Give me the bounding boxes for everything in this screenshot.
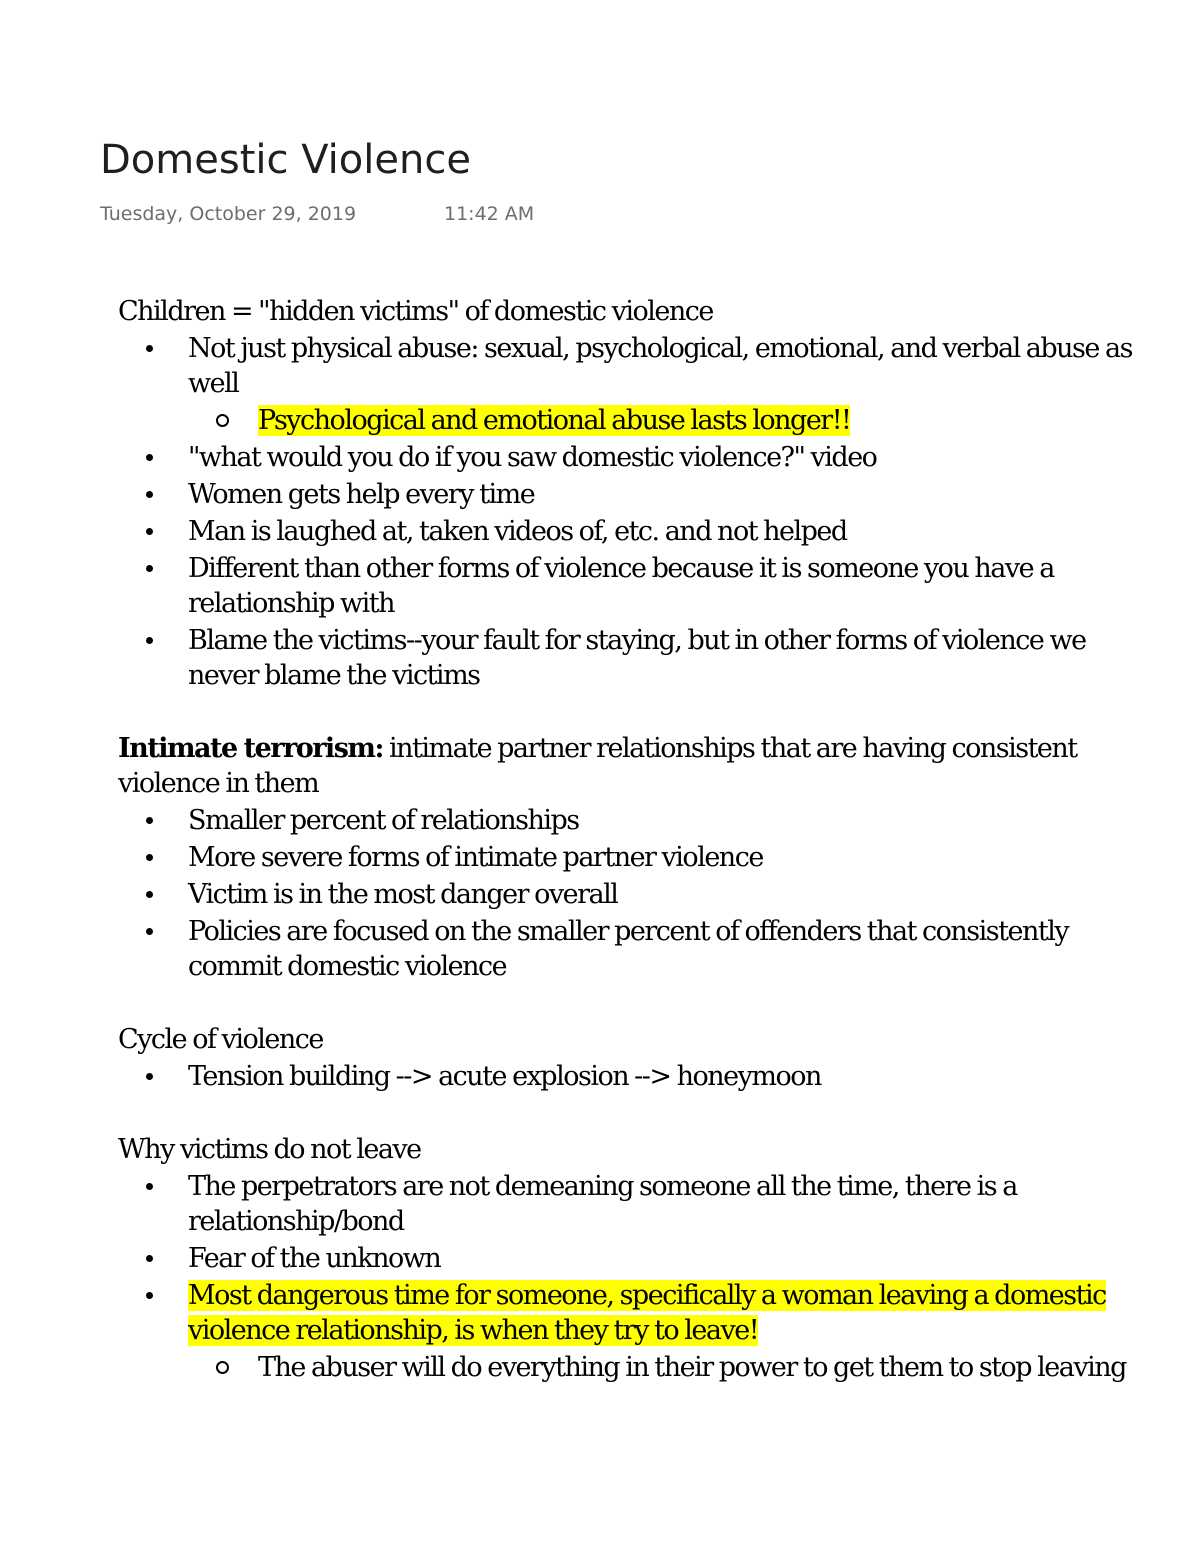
sub-list-item: [118, 403, 1158, 438]
page-title: Domestic Violence: [100, 137, 471, 183]
section-heading-children: Children = "hidden victims" of domestic violence: [118, 296, 713, 327]
highlighted-text: Most dangerous time for someone, specifically a woman leaving a domestic violence relationship, is when they try to leave!: [188, 1280, 1106, 1346]
list-item: Blame the victims--your fault for staying, but in other forms of violence we never blame the victims: [118, 623, 1158, 693]
page-time: 11:42 AM: [444, 203, 535, 225]
cycle-list: [118, 1059, 1158, 1094]
highlighted-text: Psychological and emotional abuse lasts longer!!: [258, 405, 851, 436]
intimate-terrorism-list: [118, 803, 1158, 984]
list-item: Different than other forms of violence because it is someone you have a relationship with: [118, 551, 1158, 621]
section-heading-why: Why victims do not leave: [118, 1134, 421, 1165]
list-item: Women gets help every time: [118, 477, 1158, 512]
list-item: Man is laughed at, taken videos of, etc. and not helped: [118, 514, 1158, 549]
list-item: Smaller percent of relationships: [118, 803, 1158, 838]
term: Intimate terrorism:: [118, 733, 383, 764]
list-item: Not just physical abuse: sexual, psychological, emotional, and verbal abuse as well: [118, 331, 1158, 401]
definition: intimate partner relationships that are having consistent violence in them: [118, 733, 1077, 799]
children-list: [118, 331, 1158, 693]
list-item: More severe forms of intimate partner violence: [118, 840, 1158, 875]
list-item: Tension building --> acute explosion --> honeymoon: [118, 1059, 1158, 1094]
section-heading-cycle: Cycle of violence: [118, 1024, 323, 1055]
note-body: [118, 294, 1158, 1439]
page-date: Tuesday, October 29, 2019: [100, 203, 357, 225]
sub-list-item: The abuser will do everything in their power to get them to stop leaving: [118, 1350, 1158, 1385]
list-item: The perpetrators are not demeaning someone all the time, there is a relationship/bond: [118, 1169, 1158, 1239]
list-item: Fear of the unknown: [118, 1241, 1158, 1276]
list-item: [118, 1278, 1158, 1348]
list-item: Victim is in the most danger overall: [118, 877, 1158, 912]
section-heading-intimate-terrorism: [118, 731, 1158, 801]
list-item: Policies are focused on the smaller percent of offenders that consistently commit domestic violence: [118, 914, 1158, 984]
why-list: [118, 1169, 1158, 1385]
list-item: "what would you do if you saw domestic violence?" video: [118, 440, 1158, 475]
